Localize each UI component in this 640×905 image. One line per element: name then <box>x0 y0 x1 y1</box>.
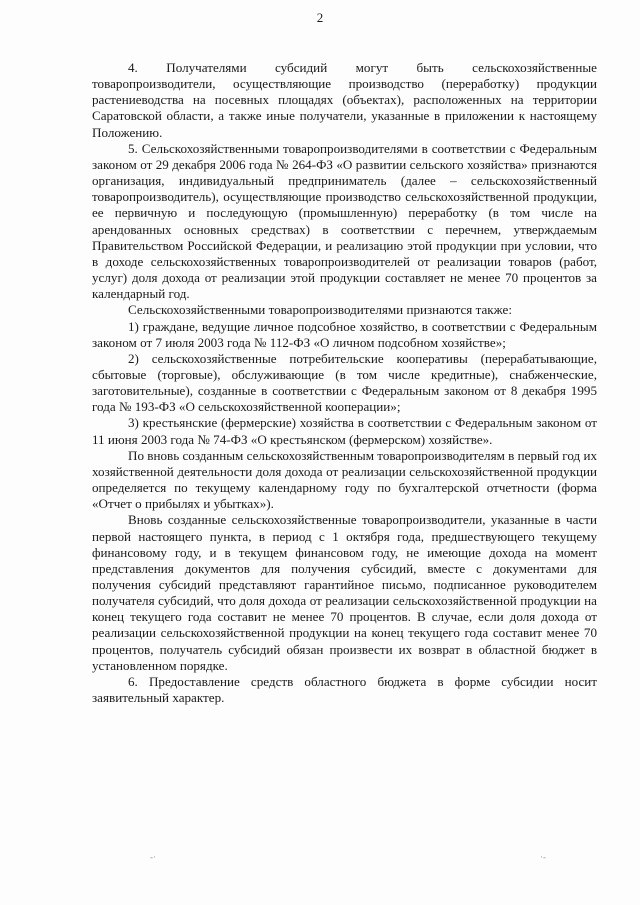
scan-speck: ·- <box>540 852 546 862</box>
list-item-1: 1) граждане, ведущие личное подсобное хозяйство, в соответствии с Федеральным законом от 7 июля 2003 года № 112-ФЗ «О личном подсобном хозяйстве»; <box>92 318 597 350</box>
paragraph-6-application: 6. Предоставление средств областного бюджета в форме субсидии носит заявительный характер. <box>92 673 597 706</box>
list-item-3: 3) крестьянские (фермерские) хозяйства в соответствии с Федеральным законом от 11 июня 2003 года № 74-ФЗ «О крестьянском (фермерском) хозяйстве». <box>92 415 597 447</box>
page-number: 2 <box>316 10 324 25</box>
paragraph-5-producers: 5. Сельскохозяйственными товаропроизводителями в соответствии с Федеральным законом от 29 декабря 2006 года № 264-ФЗ «О развитии сельского хозяйства» признаются организация, индивидуальный предприниматель (далее – сельскохозяйственный товаропроизводитель), осуществляющие производство сельскохозяйственной продукции, ее первичную и последующую (промышленную) переработку (в том числе на арендованных основных средствах) в соответствии с перечнем, утверждаемым Правительством Российской Федерации, и реализацию этой продукции при условии, что в доходе сельскохозяйственных товаропроизводителей от реализации товаров (работ, услуг) доля дохода от реализации этой продукции составляет не менее 70 процентов за календарный год. <box>92 140 597 302</box>
list-item-2: 2) сельскохозяйственные потребительские кооперативы (перерабатывающие, сбытовые (торговые), обслуживающие (в том числе кредитные), снабженческие, заготовительные), созданные в соответствии с Федеральным законом от 8 декабря 1995 года № 193-ФЗ «О сельскохозяйственной кооперации»; <box>92 350 597 415</box>
document-body <box>92 60 597 706</box>
paragraph-new-producers: По вновь созданным сельскохозяйственным товаропроизводителям в первый год их хозяйственной деятельности доля дохода от реализации сельскохозяйственной продукции определяется по текущему календарному году по бухгалтерской отчетности (форма «Отчет о прибылях и убытках»). <box>92 447 597 512</box>
paragraph-4-recipients: 4. Получателями субсидий могут быть сельскохозяйственные товаропроизводители, осуществляющие производство (переработку) продукции растениеводства на посевных площадях (объектах), расположенных на территории Саратовской области, а также иные получатели, указанные в приложении к настоящему Положению. <box>92 60 597 140</box>
scan-speck: -· <box>150 852 156 862</box>
paragraph-guarantee-letter: Вновь созданные сельскохозяйственные товаропроизводители, указанные в части первой настоящего пункта, в период с 1 октября года, предшествующего текущему финансовому году, и в текущем финансовом году, не имеющие дохода на момент представления документов для получения субсидий, вместе с документами для получения субсидий представляют гарантийное письмо, подписанное руководителем получателя субсидий, что доля дохода от реализации сельскохозяйственной продукции на конец текущего года составит не менее 70 процентов. В случае, если доля дохода от реализации сельскохозяйственной продукции на конец текущего года составит менее 70 процентов, получатель субсидий обязан произвести их возврат в областной бюджет в установленном порядке. <box>92 512 597 673</box>
paragraph-also-recognized: Сельскохозяйственными товаропроизводителями признаются также: <box>128 302 512 318</box>
